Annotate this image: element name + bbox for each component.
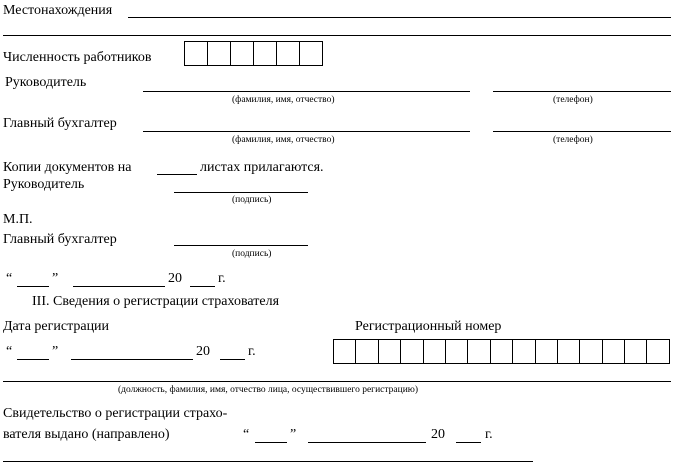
date1-year-suffix: г. <box>218 271 226 286</box>
chief-accountant-fio-caption: (фамилия, имя, отчество) <box>232 135 335 145</box>
date1-quote-close: ” <box>52 271 59 286</box>
manager-name-line[interactable] <box>143 91 470 92</box>
section-title: III. Сведения о регистрации страхователя <box>32 294 280 309</box>
registrar-line[interactable] <box>3 381 671 382</box>
date2-month-line[interactable] <box>71 359 193 360</box>
registration-number-cell[interactable] <box>423 339 446 364</box>
chief-accountant-phone-caption: (телефон) <box>553 135 593 145</box>
manager-signature-caption: (подпись) <box>232 195 272 205</box>
date2-year-prefix: 20 <box>196 344 210 359</box>
date1-day-line[interactable] <box>17 286 49 287</box>
certificate-text-1: Свидетельство о регистрации страхо- <box>3 406 228 421</box>
date3-year-prefix: 20 <box>431 427 445 442</box>
certificate-text-2: вателя выдано (направлено) <box>3 427 170 442</box>
registration-number-cell[interactable] <box>355 339 378 364</box>
registration-number-label: Регистрационный номер <box>355 319 502 334</box>
registration-number-cell[interactable] <box>535 339 558 364</box>
registration-number-cell[interactable] <box>624 339 647 364</box>
registration-date-label: Дата регистрации <box>3 319 110 334</box>
date2-quote-close: ” <box>52 344 59 359</box>
chief-accountant-name-line[interactable] <box>143 131 470 132</box>
date3-year-line[interactable] <box>456 442 481 443</box>
registration-number-cell[interactable] <box>557 339 580 364</box>
date1-quote-open: “ <box>6 271 13 286</box>
headcount-cells[interactable] <box>184 41 323 66</box>
date2-quote-open: “ <box>6 344 13 359</box>
headcount-label: Численность работников <box>3 50 152 65</box>
registration-number-cell[interactable] <box>378 339 401 364</box>
manager-signature-line[interactable] <box>174 192 308 193</box>
copies-text-1: Копии документов на <box>3 160 132 175</box>
copies-text-2: листах прилагаются. <box>200 160 324 175</box>
manager-fio-caption: (фамилия, имя, отчество) <box>232 95 335 105</box>
chief-accountant-label: Главный бухгалтер <box>3 116 117 131</box>
registration-number-cell[interactable] <box>602 339 625 364</box>
registration-number-cell[interactable] <box>400 339 423 364</box>
date1-month-line[interactable] <box>73 286 165 287</box>
location-label: Местонахождения <box>3 3 113 18</box>
headcount-cell[interactable] <box>230 41 254 66</box>
date1-year-prefix: 20 <box>168 271 182 286</box>
registrar-caption: (должность, фамилия, имя, отчество лица, осуществившего регистрацию) <box>118 385 419 395</box>
bottom-line[interactable] <box>3 461 533 462</box>
date2-day-line[interactable] <box>17 359 49 360</box>
manager-phone-caption: (телефон) <box>553 95 593 105</box>
location-line-2[interactable] <box>3 35 671 36</box>
headcount-cell[interactable] <box>276 41 300 66</box>
date2-year-suffix: г. <box>248 344 256 359</box>
headcount-cell[interactable] <box>299 41 323 66</box>
registration-number-cell[interactable] <box>579 339 602 364</box>
manager-label: Руководитель <box>5 75 87 90</box>
copies-count-line[interactable] <box>157 174 197 175</box>
stamp-label: М.П. <box>3 212 33 227</box>
date3-month-line[interactable] <box>308 442 426 443</box>
chief-accountant-signature-line[interactable] <box>174 245 308 246</box>
registration-number-cells[interactable] <box>333 339 670 364</box>
headcount-cell[interactable] <box>253 41 277 66</box>
date1-year-line[interactable] <box>190 286 215 287</box>
date3-year-suffix: г. <box>485 427 493 442</box>
headcount-cell[interactable] <box>207 41 231 66</box>
registration-number-cell[interactable] <box>646 339 669 364</box>
date3-day-line[interactable] <box>255 442 287 443</box>
manager-phone-line[interactable] <box>493 91 671 92</box>
chief-accountant-signature-caption: (подпись) <box>232 249 272 259</box>
headcount-cell[interactable] <box>184 41 208 66</box>
registration-number-cell[interactable] <box>467 339 490 364</box>
date2-year-line[interactable] <box>220 359 245 360</box>
date3-quote-close: ” <box>290 427 297 442</box>
registration-number-cell[interactable] <box>512 339 535 364</box>
registration-number-cell[interactable] <box>445 339 468 364</box>
chief-accountant-phone-line[interactable] <box>493 131 671 132</box>
registration-number-cell[interactable] <box>333 339 356 364</box>
date3-quote-open: “ <box>243 427 250 442</box>
manager-signature-label: Руководитель <box>3 177 85 192</box>
chief-accountant-signature-label: Главный бухгалтер <box>3 232 117 247</box>
location-line-1[interactable] <box>128 17 671 18</box>
registration-number-cell[interactable] <box>490 339 513 364</box>
